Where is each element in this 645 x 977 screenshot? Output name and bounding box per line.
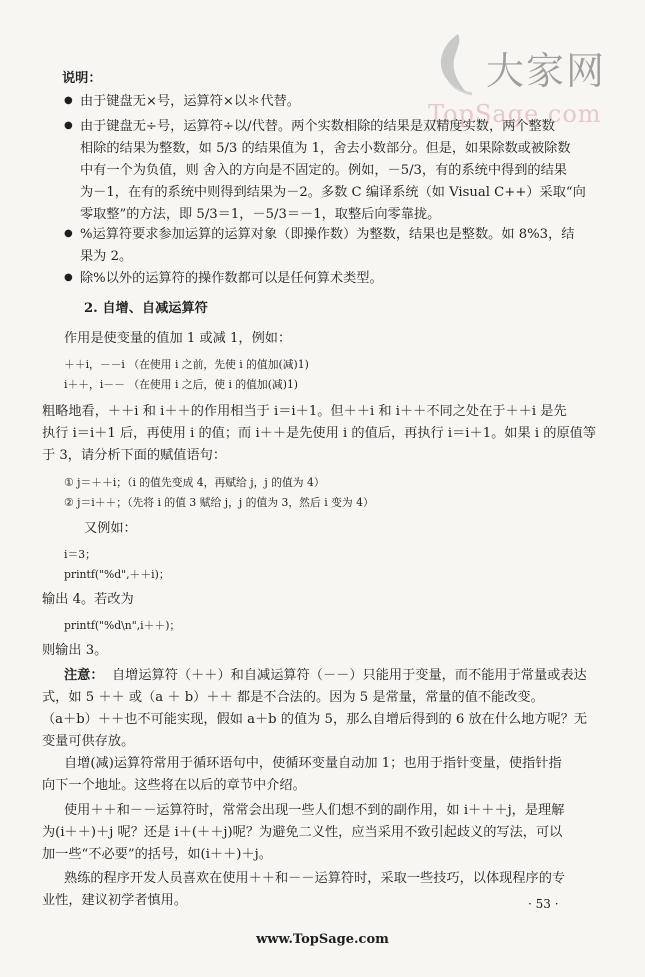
another-example-label: 又例如： (84, 521, 137, 536)
notes-heading: 说明： (62, 71, 102, 86)
note-line: 式，如 5 ＋＋ 或（a ＋ b）＋＋ 都是不合法的。因为 5 是常量，常量的值不能改变。 (42, 690, 544, 705)
paragraph-line: 业性，建议初学者慎用。 (42, 893, 188, 908)
section-intro: 作用是使变量的值加 1 或减 1，例如： (64, 331, 292, 346)
note-bullet-2-line: 零取整”的方法，即 5/3＝1，－5/3＝－1，取整后向零靠拢。 (80, 207, 441, 222)
note-bullet-2-line: 中有一个为负值，则 舍入的方向是不固定的。例如，－5/3，有的系统中得到的结果 (80, 163, 567, 178)
watermark-en-text: TopSage.com (428, 100, 602, 128)
paragraph-line: 自增(减)运算符常用于循环语句中，使循环变量自动加 1；也用于指针变量，使指针指 (64, 756, 562, 771)
note-bullet-2-line: 为－1，在有的系统中则得到结果为－2。多数 C 编译系统（如 Visual C++）采取“向 (80, 185, 586, 200)
paragraph-line: 执行 i＝i＋1 后，再使用 i 的值；而 i＋＋是先使用 i 的值后，再执行 i＝i＋1。如果 i 的原值等 (42, 426, 597, 441)
paragraph-line: 使用＋＋和－－运算符时，常常会出现一些人们想不到的副作用，如 i＋＋＋j，是理解 (64, 803, 565, 818)
bullet-dot: ● (64, 272, 73, 283)
bullet-dot: ● (64, 120, 73, 131)
paragraph-line: 为(i＋＋)＋j 呢？还是 i＋(＋＋j)呢？为避免二义性，应当采用不致引起歧义的写法，可以 (42, 825, 563, 840)
paragraph-line: 熟练的程序开发人员喜欢在使用＋＋和－－运算符时，采取一些技巧，以体现程序的专 (64, 871, 566, 886)
page-number: · 53 · (528, 897, 559, 911)
output-text: 则输出 3。 (42, 643, 108, 658)
watermark-cn-text: 大家网 (486, 49, 607, 93)
paragraph-line: 加一些“不必要”的括号，如(i＋＋)＋j。 (42, 847, 272, 862)
note-line: （a＋b）＋＋也不可能实现，假如 a＋b 的值为 5，那么自增后得到的 6 放在什么地方呢？无 (42, 712, 588, 727)
example-line: ＋＋i，－－i （在使用 i 之前，先使 i 的值加(减)1) (64, 358, 309, 371)
paragraph-line: 向下一个地址。这些将在以后的章节中介绍。 (42, 778, 306, 793)
code-line: printf("%d",＋＋i)； (64, 568, 170, 581)
note-bullet-3-line: %运算符要求参加运算的运算对象（即操作数）为整数，结果也是整数。如 8%3，结 (80, 227, 575, 242)
note-bullet-2-line: 相除的结果为整数，如 5/3 的结果值为 1，舍去小数部分。但是，如果除数或被除数 (80, 141, 571, 156)
output-text: 输出 4。若改为 (42, 592, 134, 607)
watermark-logo (428, 30, 618, 100)
note-bullet-3-line: 果为 2。 (80, 249, 133, 264)
note-line: 变量可供存放。 (42, 734, 135, 749)
note-bullet-4: 除%以外的运算符的操作数都可以是任何算术类型。 (80, 271, 383, 286)
assign-statement-2: ② j＝i＋＋；（先将 i 的值 3 赋给 j，j 的值为 3，然后 i 变为 4） (64, 496, 374, 509)
code-line: printf("%d\n",i＋＋)； (64, 619, 181, 632)
paragraph-line: 粗略地看，＋＋i 和 i＋＋的作用相当于 i＝i＋1。但＋＋i 和 i＋＋不同之处在于＋＋i 是先 (42, 404, 567, 419)
code-line: i＝3； (64, 548, 96, 561)
paragraph-line: 于 3，请分析下面的赋值语句： (42, 448, 227, 463)
brush-logo-icon (428, 30, 478, 98)
section-heading: 2. 自增、自减运算符 (84, 301, 208, 316)
assign-statement-1: ① j＝＋＋i；（i 的值先变成 4，再赋给 j，j 的值为 4） (64, 476, 325, 489)
note-bullet-1: 由于键盘无×号，运算符×以＊代替。 (80, 94, 300, 109)
example-line: i＋＋，i－－ （在使用 i 之后，使 i 的值加(减)1) (64, 378, 299, 391)
bullet-dot: ● (64, 95, 73, 106)
bullet-dot: ● (64, 228, 73, 239)
note-bullet-2-line: 由于键盘无÷号，运算符÷以/代替。两个实数相除的结果是双精度实数，两个整数 (80, 119, 555, 134)
note-line: 自增运算符（＋＋）和自减运算符（－－）只能用于变量，而不能用于常量或表达 (112, 668, 587, 683)
note-label: 注意： (64, 668, 104, 683)
footer-url: www.TopSage.com (256, 932, 389, 947)
